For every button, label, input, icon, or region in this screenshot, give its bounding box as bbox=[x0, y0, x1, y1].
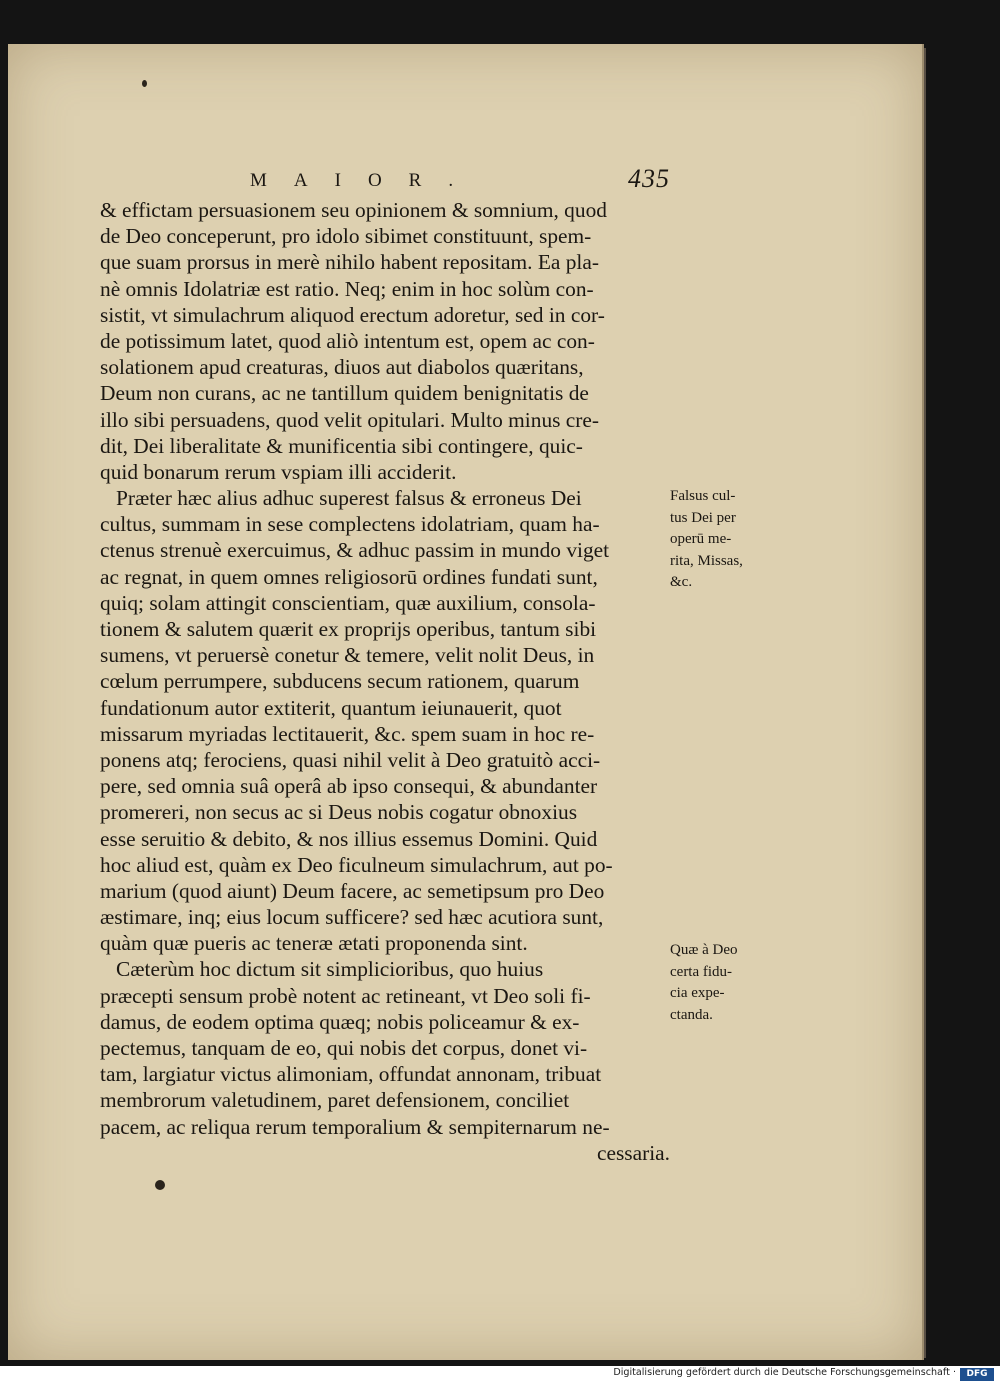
funding-credit: Digitalisierung gefördert durch die Deutsche Forschungsgemeinschaft · bbox=[613, 1367, 956, 1378]
paragraph-start-line: Præter hæc alius adhuc superest falsus & erroneus Dei bbox=[116, 486, 582, 511]
catchword-line: cessaria. bbox=[596, 1140, 670, 1165]
margin-note-line: Falsus cul- bbox=[670, 488, 736, 504]
dfg-logo: DFG bbox=[960, 1368, 994, 1381]
margin-note-line: certa fidu- bbox=[670, 963, 733, 980]
text-line: tionem & salutem quærit ex proprijs operibus, tantum sibi bbox=[100, 617, 597, 641]
text-line: cœlum perrumpere, subducens secum rationem, quarum bbox=[100, 669, 580, 694]
text-line: fundationum autor extiterit, quantum ieiunauerit, quot bbox=[100, 695, 562, 720]
text-line: marium (quod aiunt) Deum facere, ac semetipsum pro Deo bbox=[100, 878, 605, 903]
text-line: esse seruitio & debito, & nos illius essemus Domini. Quid bbox=[100, 826, 598, 851]
text-line: sumens, vt peruersè conetur & temere, velit nolit Deus, in bbox=[100, 643, 595, 668]
paragraph-start-line: Cæterùm hoc dictum sit simplicioribus, quo huius bbox=[116, 957, 544, 982]
main-text-block bbox=[100, 197, 670, 1166]
text-line: quàm quæ pueris ac teneræ ætati proponenda sint. bbox=[100, 931, 528, 956]
page-number: 435 bbox=[628, 164, 670, 193]
text-line: præcepti sensum probè notent ac retineant, vt Deo soli fi- bbox=[100, 983, 591, 1008]
margin-note-line: operū me- bbox=[670, 531, 732, 547]
text-line: illo sibi persuadens, quod velit opitulari. Multo minus cre- bbox=[100, 407, 600, 432]
running-header bbox=[250, 164, 670, 200]
text-line: cultus, summam in sese complectens idolatriam, quam ha- bbox=[100, 512, 600, 537]
ink-speck bbox=[142, 80, 147, 87]
text-line: pere, sed omnia suâ operâ ab ipso consequi, & abundanter bbox=[100, 774, 598, 799]
text-line: pacem, ac reliqua rerum temporalium & sempiternarum ne- bbox=[100, 1114, 610, 1139]
ink-speck bbox=[155, 1180, 165, 1190]
text-line: sistit, vt simulachrum aliquod erectum adoretur, sed in cor- bbox=[100, 302, 605, 327]
margin-note-line: rita, Missas, bbox=[670, 552, 743, 569]
text-line: & effictam persuasionem seu opinionem & somnium, quod bbox=[100, 198, 607, 222]
margin-note-line: tus Dei per bbox=[670, 509, 736, 526]
text-line: nè omnis Idolatriæ est ratio. Neq; enim in hoc solùm con- bbox=[100, 276, 594, 301]
text-line: promereri, non secus ac si Deus nobis cogatur obnoxius bbox=[100, 800, 578, 825]
text-line: æstimare, inq; eius locum sufficere? sed hæc acutiora sunt, bbox=[100, 905, 604, 930]
text-line: missarum myriadas lectitauerit, &c. spem suam in hoc re- bbox=[100, 721, 595, 746]
margin-note-line: ctanda. bbox=[670, 1006, 713, 1023]
margin-note-trust-in-god bbox=[670, 940, 790, 1026]
text-line: ponens atq; ferociens, quasi nihil velit à Deo gratuitò acci- bbox=[100, 747, 601, 772]
text-line: ctenus strenuè exercuimus, & adhuc passim in mundo viget bbox=[100, 538, 610, 563]
margin-note-false-worship bbox=[670, 486, 790, 594]
text-line: pectemus, tanquam de eo, qui nobis det corpus, donet vi- bbox=[100, 1036, 588, 1060]
running-title: MAIOR. bbox=[250, 170, 481, 191]
text-line: de Deo conceperunt, pro idolo sibimet constituunt, spem- bbox=[100, 224, 592, 249]
margin-note-line: cia expe- bbox=[670, 985, 725, 1001]
digitization-footer bbox=[0, 1366, 1000, 1384]
margin-note-line: &c. bbox=[670, 574, 693, 590]
text-line: que suam prorsus in merè nihilo habent repositam. Ea pla- bbox=[100, 250, 599, 275]
text-line: ac regnat, in quem omnes religiosorū ordines fundati sunt, bbox=[100, 564, 598, 589]
text-line: dit, Dei liberalitate & munificentia sibi contingere, quic- bbox=[100, 433, 583, 458]
text-line: quiq; solam attingit conscientiam, quæ auxilium, consola- bbox=[100, 590, 596, 615]
text-line: hoc aliud est, quàm ex Deo ficulneum simulachrum, aut po- bbox=[100, 852, 613, 877]
text-line: Deum non curans, ac ne tantillum quidem benignitatis de bbox=[100, 381, 589, 406]
text-line: damus, de eodem optima quæq; nobis policeamur & ex- bbox=[100, 1009, 580, 1034]
text-line: de potissimum latet, quod aliò intentum est, opem ac con- bbox=[100, 328, 595, 353]
text-line: tam, largiatur victus alimoniam, offundat annonam, tribuat bbox=[100, 1062, 602, 1087]
text-line: membrorum valetudinem, paret defensionem, conciliet bbox=[100, 1088, 570, 1113]
margin-note-line: Quæ à Deo bbox=[670, 942, 738, 958]
text-line: quid bonarum rerum vspiam illi acciderit. bbox=[100, 459, 457, 484]
text-line: solationem apud creaturas, diuos aut diabolos quæritans, bbox=[100, 355, 584, 380]
